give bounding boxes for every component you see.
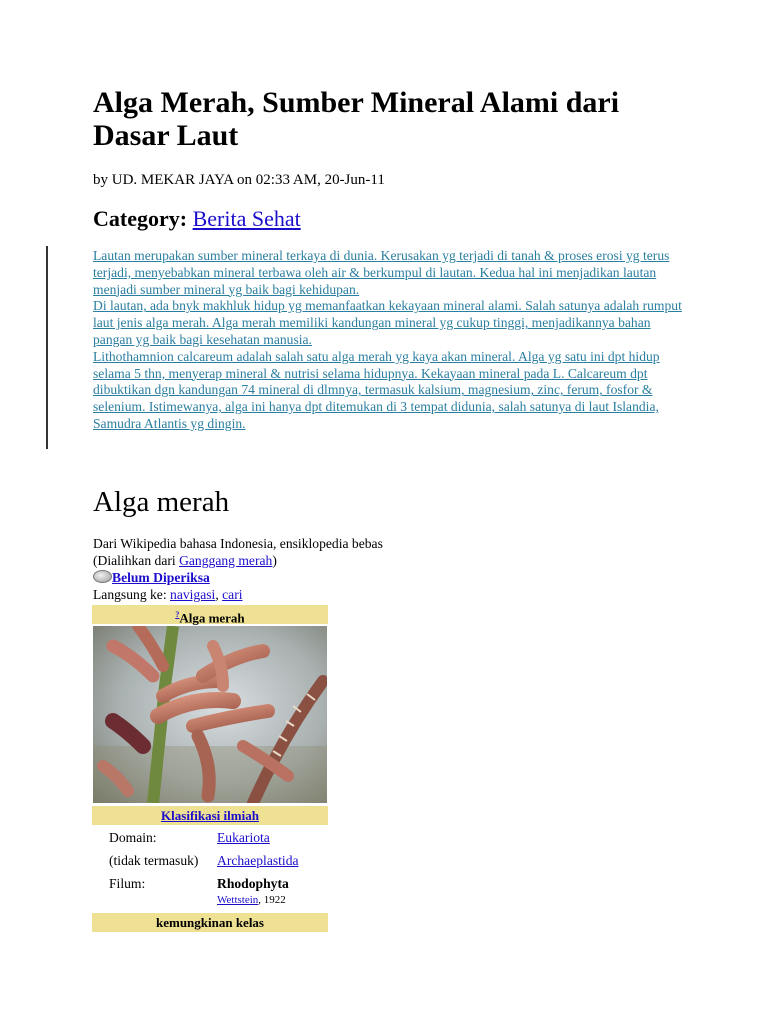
taxon-label: (tidak termasuk) bbox=[109, 853, 199, 868]
taxon-value-link[interactable]: Archaeplastida bbox=[217, 853, 299, 868]
article-paragraph[interactable]: Lithothamnion calcareum adalah salah satu alga merah yg kaya akan mineral. Alga yg satu ini dpt hidup selama 5 thn, menyerap mineral & nutrisi selama hidupnya. Kekayaan mineral pada L. Calcareum dpt dibuktikan dgn kandungan 74 mineral di dlmnya, termasuk kalsium, magnesium, zinc, ferum, fosfor & selenium. Istimewanya, alga ini hanya dpt ditemukan di 3 tempat didunia, salah satunya di laut Islandia, Samudra Atlantis yg dingin. bbox=[93, 348, 660, 431]
taxon-label: Filum: bbox=[109, 876, 146, 891]
classification-link[interactable]: Klasifikasi ilmiah bbox=[161, 808, 259, 823]
status-link[interactable]: Belum Diperiksa bbox=[112, 570, 210, 585]
authority-link[interactable]: Wettstein bbox=[217, 894, 259, 906]
article-byline: by UD. MEKAR JAYA on 02:33 AM, 20-Jun-11 bbox=[93, 172, 385, 188]
review-status-icon bbox=[93, 570, 112, 583]
taxon-value-link[interactable]: Eukariota bbox=[217, 830, 270, 845]
authority-year: , 1922 bbox=[258, 894, 286, 906]
taxon-label: Domain: bbox=[109, 830, 157, 845]
blockquote-bar bbox=[46, 246, 48, 449]
jump-separator: , bbox=[215, 587, 223, 602]
jump-nav-link[interactable]: navigasi bbox=[170, 587, 216, 602]
article-body bbox=[93, 248, 683, 433]
taxobox-title bbox=[92, 605, 328, 624]
classification-header bbox=[92, 806, 328, 825]
redirect-link[interactable]: Ganggang merah bbox=[179, 553, 273, 568]
wiki-meta bbox=[93, 535, 693, 603]
wiki-heading: Alga merah bbox=[93, 486, 230, 518]
article-category bbox=[93, 205, 301, 233]
red-algae-photo bbox=[93, 626, 327, 803]
redirect-prefix: (Dialihkan dari bbox=[93, 553, 180, 568]
taxon-row-phylum bbox=[109, 875, 289, 892]
taxobox bbox=[92, 605, 328, 930]
article-title: Alga Merah, Sumber Mineral Alami dari Dasar Laut bbox=[93, 86, 620, 152]
wiki-redirect bbox=[93, 552, 693, 569]
jump-prefix: Langsung ke: bbox=[93, 587, 171, 602]
article-paragraph[interactable]: Lautan merupakan sumber mineral terkaya di dunia. Kerusakan yg terjadi di tanah & proses erosi yg terus terjadi, menyebabkan mineral terbawa oleh air & berkumpul di lautan. Kedua hal ini menjadikan lautan menjadi sumber mineral yg baik bagi kehidupan. bbox=[93, 248, 670, 297]
taxon-row-domain bbox=[109, 829, 270, 846]
category-label: Category: bbox=[93, 206, 188, 231]
article-paragraph[interactable]: Di lautan, ada bnyk makhluk hidup yg memanfaatkan kekayaan mineral alami. Salah satunya adalah rumput laut jenis alga merah. Alga merah memiliki kandungan mineral yg cukup tinggi, menjadikannya bahan pangan yg baik bagi kesehatan manusia. bbox=[93, 298, 682, 347]
possible-classes-header: kemungkinan kelas bbox=[92, 913, 328, 932]
taxon-value: Rhodophyta bbox=[217, 876, 289, 891]
help-mark[interactable]: ? bbox=[175, 610, 180, 619]
jump-search-link[interactable]: cari bbox=[222, 587, 243, 602]
wiki-status bbox=[93, 569, 693, 586]
taxon-row-unranked bbox=[109, 852, 299, 869]
taxobox-title-text: Alga merah bbox=[179, 610, 245, 626]
wiki-source: Dari Wikipedia bahasa Indonesia, ensiklopedia bebas bbox=[93, 536, 383, 551]
wiki-jump bbox=[93, 586, 693, 603]
category-link[interactable]: Berita Sehat bbox=[192, 206, 301, 231]
redirect-suffix: ) bbox=[272, 553, 277, 568]
taxon-authority bbox=[217, 892, 286, 909]
